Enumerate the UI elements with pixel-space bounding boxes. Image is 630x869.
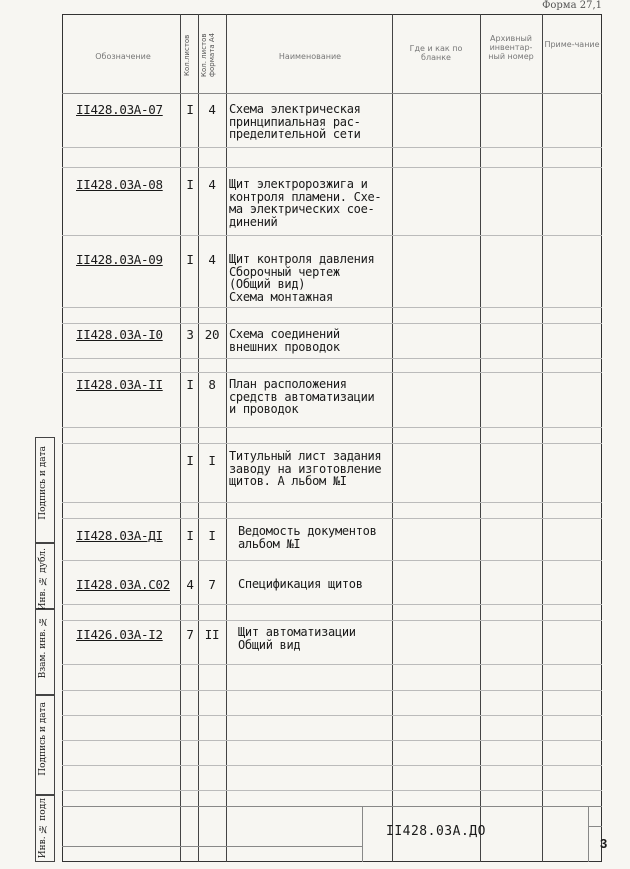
name-line: Щит электророзжига и — [229, 177, 368, 191]
name-line: альбом №I — [238, 536, 301, 551]
header-archive: Архивный инвентар-ный номер — [488, 34, 534, 61]
row-name — [238, 525, 377, 550]
stamp-label: Подпись и дата — [38, 446, 48, 520]
name-line: щитов. А льбом №I — [229, 474, 347, 489]
row-code: II428.03А-07 — [76, 102, 163, 117]
name-line: пределительной сети — [229, 127, 361, 142]
name-line: и проводок — [229, 402, 299, 417]
row-line — [62, 358, 602, 359]
row-name — [238, 578, 363, 591]
row-sheets: 4 — [186, 577, 194, 592]
name-line: Ведомость документов — [238, 524, 377, 538]
row-name — [229, 328, 340, 353]
row-line — [62, 167, 602, 168]
name-line: принципиальная рас- — [229, 114, 361, 129]
row-a4: I — [208, 528, 216, 543]
row-name — [229, 378, 374, 416]
name-line: Спецификация щитов — [238, 577, 363, 591]
name-line: Щит автоматизации — [238, 625, 356, 639]
column-divider — [226, 14, 227, 862]
row-line — [62, 560, 602, 561]
name-line: заводу на изготовление — [229, 461, 382, 476]
row-line — [62, 620, 602, 621]
document-code: II428.03А.ДО — [386, 824, 486, 839]
row-line — [62, 235, 602, 236]
column-divider — [180, 14, 181, 862]
stamp-replace-inventory — [35, 609, 55, 695]
title-block-line — [62, 846, 362, 847]
row-code: II428.03А-09 — [76, 252, 163, 267]
row-line — [62, 604, 602, 605]
row-line — [62, 740, 602, 741]
row-a4: 4 — [208, 252, 216, 267]
column-divider — [480, 14, 481, 862]
column-divider — [542, 14, 543, 862]
row-name — [229, 253, 374, 303]
row-code: II428.03А.С02 — [76, 577, 170, 592]
row-sheets: I — [186, 177, 194, 192]
row-code: II428.03А-I0 — [76, 327, 163, 342]
row-sheets: 3 — [186, 327, 194, 342]
stamp-original-inventory — [35, 795, 55, 862]
row-code: II428.03А-ДI — [76, 528, 163, 543]
header-sheets-a4: Кол. листов формата А4 — [200, 32, 216, 78]
form-label: Форма 27,1 — [542, 0, 602, 11]
row-line — [62, 427, 602, 428]
title-block-line — [362, 806, 363, 862]
row-a4: I — [208, 453, 216, 468]
name-line: средств автоматизации — [229, 389, 375, 404]
name-line: Титульный лист задания — [229, 449, 382, 463]
header-note: Приме-чание — [544, 40, 600, 49]
header-divider — [62, 93, 602, 94]
row-code: II428.03А-08 — [76, 177, 163, 192]
title-block-line — [588, 826, 602, 827]
row-line — [62, 443, 602, 444]
row-sheets: I — [186, 252, 194, 267]
row-line — [62, 790, 602, 791]
column-divider — [198, 14, 199, 862]
header-name: Наименование — [278, 52, 342, 61]
name-line: контроля пламени. Схе- — [229, 189, 382, 204]
row-a4: II — [204, 627, 220, 642]
name-line: Схема монтажная — [229, 289, 333, 304]
row-name — [229, 450, 381, 488]
table-frame — [62, 14, 602, 862]
row-a4: 4 — [208, 177, 216, 192]
row-line — [62, 323, 602, 324]
row-sheets: I — [186, 377, 194, 392]
stamp-label: Инв. № подл — [38, 798, 48, 859]
page-number: 3 — [600, 836, 608, 851]
row-a4: 4 — [208, 102, 216, 117]
header-sheets: Кол.листов — [183, 34, 191, 76]
title-block-line — [62, 806, 602, 807]
header-designation: Обозначение — [95, 52, 151, 61]
row-sheets: I — [186, 453, 194, 468]
name-line: (Общий вид) — [229, 277, 306, 292]
row-line — [62, 765, 602, 766]
name-line: Щит контроля давления — [229, 252, 375, 266]
row-a4: 7 — [208, 577, 216, 592]
column-divider — [392, 14, 393, 862]
name-line: Схема соединений — [229, 327, 340, 341]
name-line: Сборочный чертеж — [229, 264, 340, 279]
stamp-signature-date — [35, 437, 55, 543]
stamp-dup-inventory — [35, 543, 55, 609]
row-line — [62, 518, 602, 519]
stamp-label: Подпись и дата — [38, 702, 48, 776]
row-line — [62, 715, 602, 716]
name-line: ма электрических сое- — [229, 202, 375, 217]
row-code: II428.03А-II — [76, 377, 163, 392]
name-line: внешних проводок — [229, 339, 340, 354]
row-line — [62, 690, 602, 691]
row-line — [62, 502, 602, 503]
name-line: динений — [229, 214, 278, 229]
row-sheets: I — [186, 102, 194, 117]
stamp-label: Инв. № дубл. — [38, 548, 48, 611]
row-a4: 8 — [208, 377, 216, 392]
name-line: Общий вид — [238, 637, 301, 652]
name-line: Схема электрическая — [229, 102, 361, 116]
row-name — [229, 103, 361, 141]
row-line — [62, 147, 602, 148]
row-line — [62, 372, 602, 373]
title-block-line — [588, 806, 589, 862]
row-sheets: I — [186, 528, 194, 543]
row-code: II426.03А-I2 — [76, 627, 163, 642]
name-line: План расположения — [229, 377, 347, 391]
row-name — [238, 626, 356, 651]
header-pages: Где и как по бланке — [409, 44, 463, 62]
row-name — [229, 178, 381, 228]
row-a4: 20 — [204, 327, 220, 342]
row-line — [62, 664, 602, 665]
row-line — [62, 307, 602, 308]
stamp-signature-date-2 — [35, 695, 55, 795]
stamp-label: Взам. инв. № — [38, 616, 48, 679]
row-sheets: 7 — [186, 627, 194, 642]
